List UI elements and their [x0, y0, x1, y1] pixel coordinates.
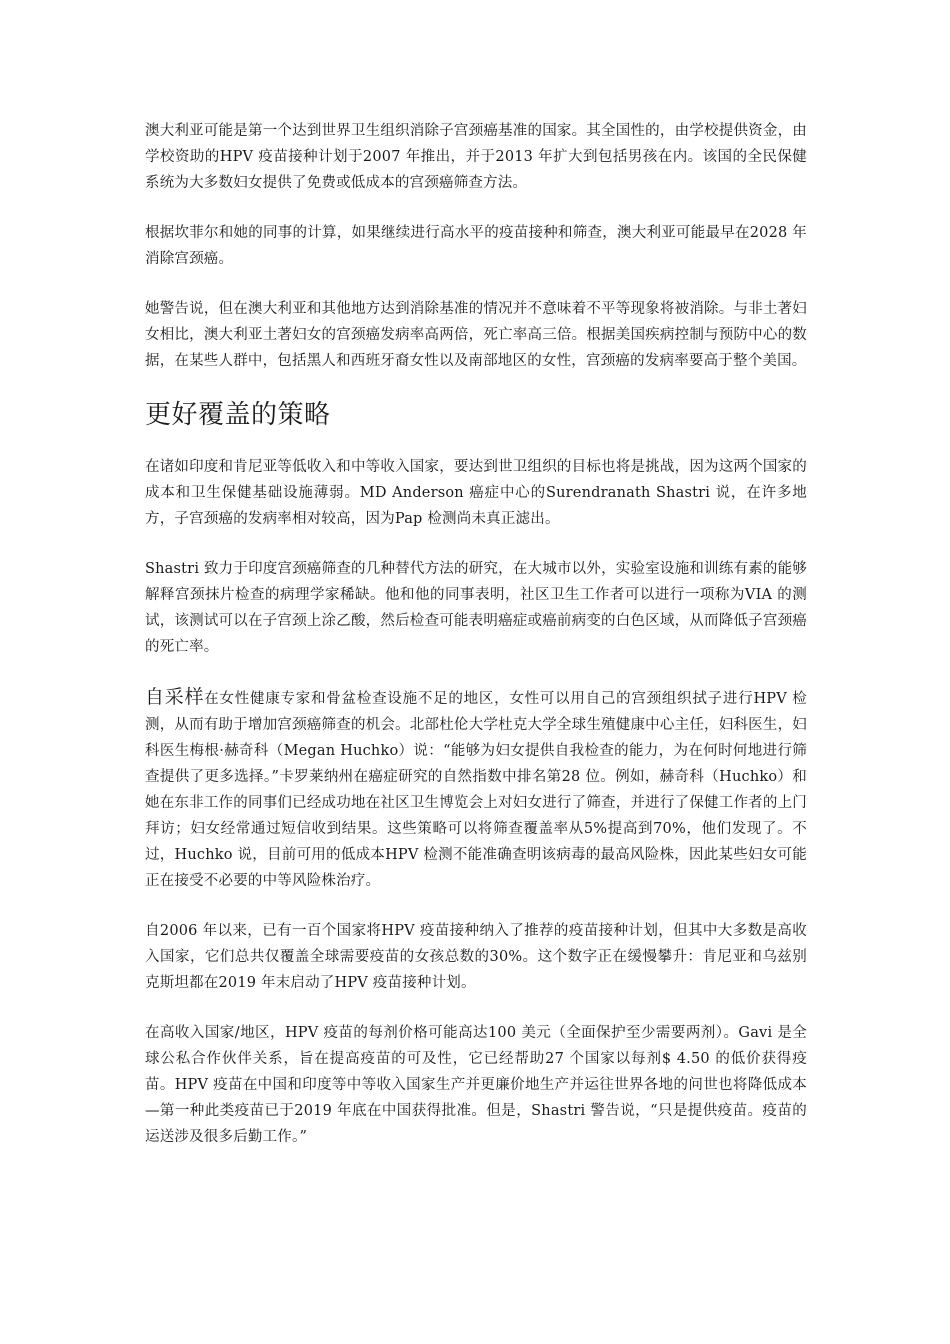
paragraph-self-sampling: [145, 684, 807, 894]
paragraph-low-income-challenges: 在诸如印度和肯尼亚等低收入和中等收入国家，要达到世卫组织的目标也将是挑战，因为这两个国家的成本和卫生保健基础设施薄弱。MD Anderson 癌症中心的Surendranath Shastri 说，在许多地方，子宫颈癌的发病率相对较高，因为Pap 检测尚未真正滤出。: [145, 459, 807, 527]
paragraph-australia-benchmark: 澳大利亚可能是第一个达到世界卫生组织消除子宫颈癌基准的国家。其全国性的，由学校提供资金，由学校资助的HPV 疫苗接种计划于2007 年推出，并于2013 年扩大到包括男孩在内。该国的全民保健系统为大多数妇女提供了免费或低成本的宫颈癌筛查方法。: [145, 123, 807, 191]
section-heading: 更好覆盖的策略: [145, 400, 331, 430]
self-sampling-lead: 自采样: [145, 686, 205, 708]
self-sampling-body: 在女性健康专家和骨盆检查设施不足的地区，女性可以用自己的宫颈组织拭子进行HPV 检测，从而有助于增加宫颈癌筛查的机会。北部杜伦大学杜克大学全球生殖健康中心主任，妇科医生，妇科医生梅根·赫奇科（Megan Huchko）说：“能够为妇女提供自我检查的能力，为在何时何地进行筛查提供了更多选择。”卡罗莱纳州在癌症研究的自然指数中排名第28 位。例如，赫奇科（Huchko）和她在东非工作的同事们已经成功地在社区卫生博览会上对妇女进行了筛查，并进行了保健工作者的上门拜访；妇女经常通过短信收到结果。这些策略可以将筛查覆盖率从5%提高到70%，他们发现了。不过，Huchko 说，目前可用的低成本HPV 检测不能准确查明该病毒的最高风险株，因此某些妇女可能正在接受不必要的中等风险株治疗。: [145, 691, 807, 889]
paragraph-elimination-2028: 根据坎菲尔和她的同事的计算，如果继续进行高水平的疫苗接种和筛查，澳大利亚可能最早在2028 年消除宫颈癌。: [145, 225, 807, 267]
paragraph-vaccine-cost: 在高收入国家/地区，HPV 疫苗的每剂价格可能高达100 美元（全面保护至少需要两剂）。Gavi 是全球公私合作伙伴关系，旨在提高疫苗的可及性，它已经帮助27 个国家以每剂$ 4.50 的低价获得疫苗。HPV 疫苗在中国和印度等中等收入国家生产并更廉价地生产并运往世界各地的问世也将降低成本—第一种此类疫苗已于2019 年底在中国获得批准。但是，Shastri 警告说，“只是提供疫苗。疫苗的运送涉及很多后勤工作。”: [145, 1025, 807, 1145]
paragraph-vaccine-adoption: 自2006 年以来，已有一百个国家将HPV 疫苗接种纳入了推荐的疫苗接种计划，但其中大多数是高收入国家，它们总共仅覆盖全球需要疫苗的女孩总数的30%。这个数字正在缓慢攀升：肯尼亚和乌兹别克斯坦都在2019 年末启动了HPV 疫苗接种计划。: [145, 923, 807, 991]
paragraph-inequality-warning: 她警告说，但在澳大利亚和其他地方达到消除基准的情况并不意味着不平等现象将被消除。与非土著妇女相比，澳大利亚土著妇女的宫颈癌发病率高两倍，死亡率高三倍。根据美国疾病控制与预防中心的数据，在某些人群中，包括黑人和西班牙裔女性以及南部地区的女性，宫颈癌的发病率要高于整个美国。: [145, 301, 807, 369]
article-body: [145, 118, 807, 1150]
paragraph-shastri-via: Shastri 致力于印度宫颈癌筛查的几种替代方法的研究，在大城市以外，实验室设施和训练有素的能够解释宫颈抹片检查的病理学家稀缺。他和他的同事表明，社区卫生工作者可以进行一项称为VIA 的测试，该测试可以在子宫颈上涂乙酸，然后检查可能表明癌症或癌前病变的白色区域，从而降低子宫颈癌的死亡率。: [145, 561, 807, 655]
